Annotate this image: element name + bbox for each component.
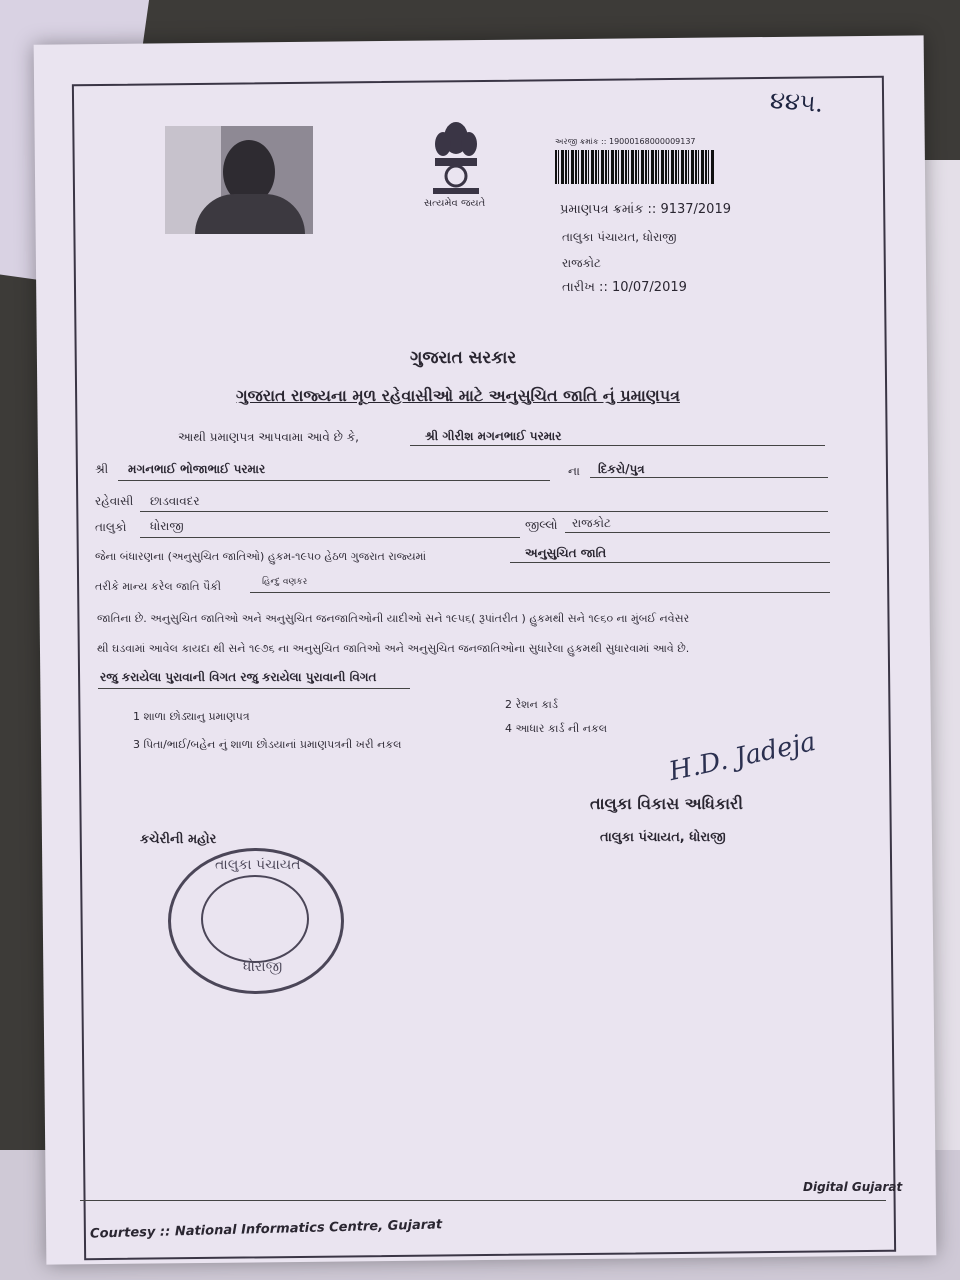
certificate-border: [72, 76, 896, 1260]
recognized-label: તરીકે માન્ય કરેલ જાતિ પૈકી: [95, 580, 222, 593]
evidence-item-2: 2 રેશન કાર્ડ: [505, 698, 558, 711]
issued-to-label: આથી પ્રમાણપત્ર આપવામા આવે છે કે,: [178, 430, 359, 444]
order-line: [510, 562, 830, 563]
evidence-item-1: 1 શાળા છોડ્યાનુ પ્રમાણપત્ર: [133, 710, 250, 723]
issued-to-value: શ્રી ગીરીશ મગનભાઈ પરમાર: [425, 429, 562, 443]
taluka-line: [140, 537, 520, 538]
emblem-caption: સત્યમેવ જયતે: [424, 198, 486, 209]
certificate-title: ગુજરાત રાજ્યના મૂળ રહેવાસીઓ માટે અનુસુચિત જાતિ નું પ્રમાણપત્ર: [236, 386, 680, 405]
issue-date: તારીખ :: 10/07/2019: [562, 280, 687, 295]
stamp-text-top: તાલુકા પંચાયત: [215, 857, 301, 873]
issuer-office: તાલુકા પંચાયત, ધોરાજી: [562, 230, 677, 244]
resident-line: [140, 511, 828, 512]
paragraph-line-2: થી ઘડવામાં આવેલ કાયદા થી સને ૧૯૭૬ ના અનુસુચિત જાતિઓ અને અનુસુચિત જનજાતિઓના સુધારેલા હુકમથી સુધારવામાં આવે છે.: [97, 642, 690, 655]
officer-title: તાલુકા વિકાસ અધિકારી: [590, 794, 743, 813]
footer-line: [80, 1200, 886, 1201]
courtesy-text: Courtesy :: National Informatics Centre, Gujarat: [89, 1217, 443, 1242]
handwritten-signature: H.D. Jadeja: [666, 726, 819, 788]
national-emblem-icon: [425, 118, 487, 198]
paragraph-line-1: જાતિના છે. અનુસુચિત જાતિઓ અને અનુસુચિત જનજાતિઓની યાદીઓ સને ૧૯૫૬( રૂપાંતરીત ) હુકમથી સને ૧૯૬૦ ના મુંબઈ નવેસર: [97, 612, 690, 625]
resident-label: રહેવાસી: [95, 494, 134, 508]
taluka-value: ધોરાજી: [150, 519, 184, 533]
evidence-item-3: 3 પિતા/ભાઈ/બહેન નું શાળા છોડયાનાં પ્રમાણપત્રની ખરી નકલ: [133, 738, 402, 751]
officer-office: તાલુકા પંચાયત, ધોરાજી: [600, 830, 726, 845]
relation-line: [590, 477, 828, 478]
relation-value: દિકરો/પુત્ર: [598, 462, 645, 476]
recognized-line: [250, 592, 830, 593]
father-prefix: શ્રી: [95, 462, 109, 476]
issuer-district: રાજકોટ: [562, 256, 601, 270]
order-value: અનુસુચિત જાતિ: [525, 546, 607, 560]
father-line: [118, 480, 550, 481]
handwritten-annotation: ૪૪૫.: [769, 86, 825, 118]
certificate-number: પ્રમાણપત્ર ક્રમાંક :: 9137/2019: [560, 202, 731, 217]
father-value: મગનભાઈ ભોજાભાઈ પરમાર: [128, 462, 266, 476]
taluka-label: તાલુકો: [95, 520, 127, 534]
resident-value: છાડવાવદર: [150, 494, 200, 508]
office-stamp-label: કચેરીની મહોર: [140, 832, 217, 847]
recognized-value: હિન્દુ વણકર: [262, 577, 308, 587]
evidence-heading-line: [98, 688, 410, 689]
district-value: રાજકોટ: [572, 516, 611, 530]
evidence-item-4: 4 આધાર કાર્ડ ની નકલ: [505, 722, 608, 735]
order-label: જેના બંધારણના (અનુસુચિત જાતિઓ) હુકમ-૧૯૫૦ હેઠળ ગુજરાત રાજ્યમાં: [95, 550, 427, 563]
applicant-photo: [165, 126, 313, 234]
office-stamp: [168, 848, 344, 994]
evidence-heading: રજુ કરાયેલા પુરાવાની વિગત રજુ કરાયેલા પુરાવાની વિગત: [100, 670, 377, 684]
issued-to-line: [410, 445, 825, 446]
government-title: ગુજરાત સરકાર: [410, 348, 517, 368]
application-number: અરજી ક્રમાંક :: 19000168000009137: [555, 137, 696, 146]
district-line: [565, 532, 830, 533]
digital-gujarat-label: Digital Gujarat: [803, 1180, 903, 1194]
barcode: [555, 150, 715, 184]
district-label: જીલ્લો: [525, 518, 558, 532]
stamp-text-bottom: ધોરાજી: [243, 959, 283, 975]
relation-label: ના: [568, 464, 580, 478]
